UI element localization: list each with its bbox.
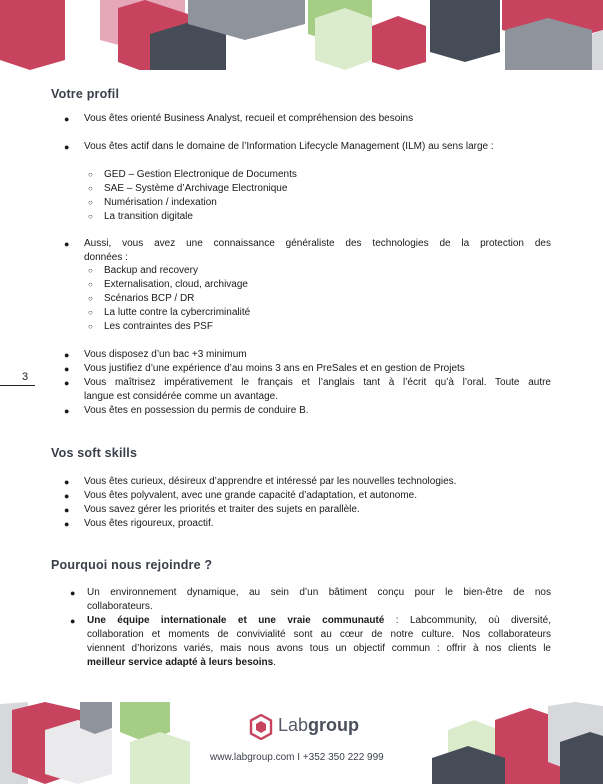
join-item-2-line-4 [87, 656, 551, 670]
profile-item-7: Vous êtes en possession du permis de conduire B. [84, 405, 309, 416]
ilm-item-4: La transition digitale [104, 211, 193, 222]
profile-item-4: Vous disposez d’un bac +3 minimum [84, 349, 247, 360]
soft-skill-item-3: Vous savez gérer les priorités et traiter des sujets en parallèle. [84, 504, 360, 515]
join-item-2-line-4-end: . [273, 657, 276, 668]
hex-grey-3 [80, 702, 112, 734]
circle-bullet-icon: ○ [88, 170, 93, 179]
join-item-1-line-2: collaborateurs. [87, 601, 153, 612]
protection-item-4: La lutte contre la cybercriminalité [104, 307, 251, 318]
bullet-icon: ● [64, 378, 70, 388]
join-item-1-line-1: Un environnement dynamique, au sein d’un bâtiment conçu pour le bien-être de nos [87, 587, 551, 598]
labgroup-logo-icon [249, 714, 273, 740]
ilm-item-2: SAE – Système d’Archivage Electronique [104, 183, 288, 194]
soft-skill-item-4: Vous êtes rigoureux, proactif. [84, 518, 214, 529]
profile-item-3-line-1: Aussi, vous avez une connaissance généraliste des technologies de la protection des [84, 238, 551, 249]
logo-text-group: group [308, 715, 360, 735]
bullet-icon: ● [64, 239, 70, 249]
bullet-icon: ● [64, 142, 70, 152]
section-heading-soft-skills: Vos soft skills [51, 446, 138, 460]
join-item-2-line-3: viennent d’horizons variés, mais nous avons tous un objectif commun : offrir à nos clients le [87, 643, 551, 654]
circle-bullet-icon: ○ [88, 184, 93, 193]
profile-item-2: Vous êtes actif dans le domaine de l’Information Lifecycle Management (ILM) au sens large : [84, 141, 494, 152]
protection-item-5: Les contraintes des PSF [104, 321, 213, 332]
protection-item-1: Backup and recovery [104, 265, 198, 276]
protection-item-3: Scénarios BCP / DR [104, 293, 195, 304]
page-number: 3 [22, 371, 29, 383]
bullet-icon: ● [64, 505, 70, 515]
profile-item-3-line-2: données : [84, 252, 128, 263]
circle-bullet-icon: ○ [88, 280, 93, 289]
bullet-icon: ● [64, 491, 70, 501]
footer-contact: www.labgroup.com I +352 350 222 999 [210, 752, 384, 763]
soft-skill-item-1: Vous êtes curieux, désireux d’apprendre et intéressé par les nouvelles technologies. [84, 476, 457, 487]
circle-bullet-icon: ○ [88, 294, 93, 303]
bullet-icon: ● [64, 114, 70, 124]
ilm-item-3: Numérisation / indexation [104, 197, 217, 208]
soft-skill-item-2: Vous êtes polyvalent, avec une grande capacité d’adaptation, et autonome. [84, 490, 418, 501]
bullet-icon: ● [70, 588, 76, 598]
bullet-icon: ● [70, 616, 76, 626]
labgroup-logo-text [278, 715, 359, 736]
profile-item-5: Vous justifiez d’une expérience d’au moins 3 ans en PreSales et en gestion de Projets [84, 363, 465, 374]
ilm-item-1: GED – Gestion Electronique de Documents [104, 169, 297, 180]
section-heading-join: Pourquoi nous rejoindre ? [51, 558, 213, 572]
page-number-rule [0, 385, 35, 386]
bullet-icon: ● [64, 477, 70, 487]
circle-bullet-icon: ○ [88, 212, 93, 221]
circle-bullet-icon: ○ [88, 266, 93, 275]
join-item-2-bold: Une équipe internationale et une vraie communauté [87, 615, 385, 626]
profile-item-6-line-2: langue est considérée comme un avantage. [84, 391, 279, 402]
hex-pale-green-2 [130, 732, 190, 784]
bullet-icon: ● [64, 519, 70, 529]
join-item-2-rest: : Labcommunity, où diversité, [384, 615, 551, 626]
join-item-2-line-4-bold: meilleur service adapté à leurs besoins [87, 657, 274, 668]
circle-bullet-icon: ○ [88, 308, 93, 317]
join-item-2-line-1 [87, 614, 551, 628]
bullet-icon: ● [64, 364, 70, 374]
circle-bullet-icon: ○ [88, 198, 93, 207]
logo-text-lab: Lab [278, 715, 309, 735]
protection-item-2: Externalisation, cloud, archivage [104, 279, 248, 290]
bullet-icon: ● [64, 350, 70, 360]
profile-item-6-line-1: Vous maîtrisez impérativement le français et l’anglais tant à l’écrit qu’à l’oral. Toute autre [84, 377, 551, 388]
profile-item-1: Vous êtes orienté Business Analyst, recueil et compréhension des besoins [84, 113, 414, 124]
section-heading-profile: Votre profil [51, 87, 120, 101]
join-item-2-line-2: collaboration et moments de convivialité sont au cœur de notre culture. Nos collaborateurs [87, 629, 551, 640]
bullet-icon: ● [64, 406, 70, 416]
circle-bullet-icon: ○ [88, 322, 93, 331]
